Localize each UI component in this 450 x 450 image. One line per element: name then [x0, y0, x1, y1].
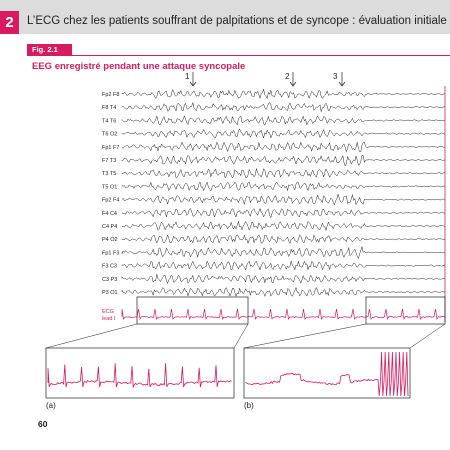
- channel-label: T3 T5: [102, 171, 117, 178]
- eeg-channel-trace: [122, 155, 445, 166]
- eeg-channel-trace: [122, 288, 445, 297]
- eeg-channel-trace: [122, 247, 445, 259]
- marker-2: [285, 72, 296, 86]
- channel-traces: [122, 89, 445, 296]
- eeg-channel-trace: [122, 116, 445, 125]
- channel-label: F8 T4: [102, 105, 117, 112]
- marker-1-label: 1: [185, 72, 190, 81]
- channel-label: F3 C3: [102, 263, 117, 270]
- channel-label: T4 T6: [102, 118, 117, 125]
- figure-title: EEG enregistré pendant une attaque syncopale: [32, 61, 246, 72]
- channel-label: F4 C4: [102, 210, 117, 217]
- channel-label: Fp1 F3: [102, 250, 120, 257]
- channel-label: Fp1 F7: [102, 144, 120, 151]
- eeg-channel-trace: [122, 182, 445, 191]
- eeg-channel-trace: [122, 208, 445, 217]
- zoom-connector-b-left: [244, 324, 366, 348]
- channel-label: F7 T3: [102, 158, 117, 164]
- figure-label: Fig. 2.1: [27, 44, 72, 55]
- channel-label: P4 O2: [102, 237, 118, 244]
- channel-label: Fp2 F8: [102, 92, 120, 98]
- panel-label-b: (b): [244, 401, 254, 410]
- zoom-panel-a: [46, 348, 234, 398]
- zoom-trace-a: [48, 363, 232, 387]
- channel-label: C4 P4: [102, 224, 118, 230]
- channel-label: P3 O1: [102, 290, 118, 296]
- marker-1: [185, 72, 196, 86]
- channel-label: T5 O1: [102, 184, 118, 191]
- zoom-connector-b-right: [410, 324, 445, 348]
- eeg-channel-trace: [122, 89, 445, 98]
- marker-3: [333, 72, 345, 86]
- zoom-connector-a-right: [234, 324, 248, 348]
- eeg-channel-trace: [122, 235, 445, 244]
- eeg-channel-trace: [122, 274, 445, 283]
- eeg-channel-trace: [122, 221, 445, 230]
- channel-label: Fp2 F4: [102, 197, 120, 204]
- marker-2-label: 2: [285, 72, 290, 81]
- chapter-number: 2: [0, 11, 19, 34]
- panel-label-a: (a): [46, 401, 56, 410]
- eeg-channel-trace: [122, 142, 445, 152]
- zoom-trace-b: [246, 352, 408, 396]
- eeg-channel-trace: [122, 194, 445, 205]
- marker-3-label: 3: [333, 72, 338, 81]
- eeg-channel-trace: [122, 169, 445, 178]
- chapter-title: L’ECG chez les patients souffrant de palpitations et de syncope : évaluation initiale: [27, 15, 447, 27]
- selection-box-b: [366, 297, 445, 324]
- channel-labels: [102, 92, 119, 296]
- channel-label: T6 O2: [102, 131, 118, 138]
- ecg-trace: [122, 309, 445, 319]
- page-number: 60: [38, 419, 48, 429]
- zoom-connector-a-left: [46, 324, 137, 348]
- channel-label: C3 P3: [102, 276, 118, 283]
- eeg-channel-trace: [122, 261, 445, 270]
- ecg-label: ECG: [102, 309, 114, 315]
- eeg-channel-trace: [122, 129, 445, 138]
- ecg-lead-label: lead I: [102, 316, 116, 322]
- eeg-channel-trace: [122, 103, 445, 112]
- selection-box-a: [137, 297, 248, 324]
